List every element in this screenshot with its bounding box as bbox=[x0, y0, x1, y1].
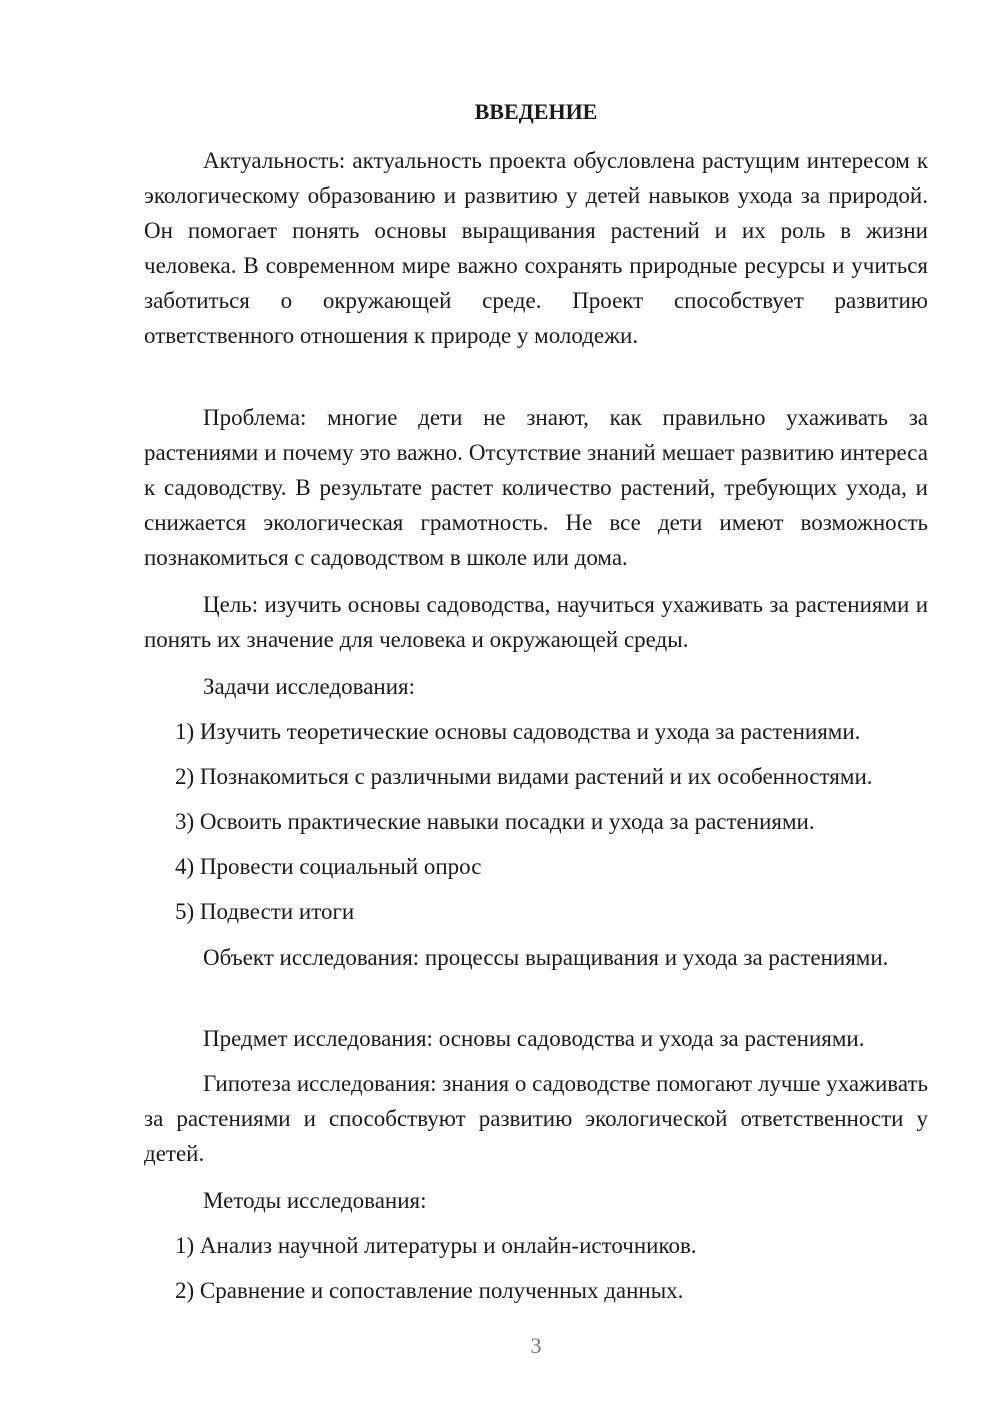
hypothesis-paragraph: Гипотеза исследования: знания о садоводстве помогают лучше ухаживать за растениями и способствуют развитию экологической ответственности у детей. bbox=[144, 1071, 928, 1166]
list-item: 2) Познакомиться с различными видами растений и их особенностями. bbox=[175, 764, 873, 789]
page-number: 3 bbox=[530, 1333, 542, 1358]
list-item: 2) Сравнение и сопоставление полученных данных. bbox=[175, 1278, 684, 1303]
list-item: 5) Подвести итоги bbox=[175, 899, 355, 924]
object-paragraph: Объект исследования: процессы выращивания и ухода за растениями. bbox=[203, 945, 889, 970]
list-item: 1) Анализ научной литературы и онлайн-источников. bbox=[175, 1233, 697, 1258]
relevance-paragraph: Актуальность: актуальность проекта обусловлена растущим интересом к экологическому образованию и развитию у детей навыков ухода за природой. Он помогает понять основы выращивания растений и их роль в жизни человека. В современном мире важно сохранять природные ресурсы и учиться заботиться о окружающей среде. Проект способствует развитию ответственного отношения к природе у молодежи. bbox=[144, 148, 928, 348]
page-title: ВВЕДЕНИЕ bbox=[474, 99, 598, 124]
methods-heading: Методы исследования: bbox=[203, 1188, 427, 1213]
subject-paragraph: Предмет исследования: основы садоводства и ухода за растениями. bbox=[203, 1026, 865, 1051]
problem-paragraph: Проблема: многие дети не знают, как правильно ухаживать за растениями и почему это важно. Отсутствие знаний мешает развитию интереса к садоводству. В результате растет количество растений, требующих ухода, и снижается экологическая грамотность. Не все дети имеют возможность познакомиться с садоводством в школе или дома. bbox=[144, 405, 928, 570]
list-item: 4) Провести социальный опрос bbox=[175, 854, 482, 879]
tasks-heading: Задачи исследования: bbox=[203, 674, 416, 699]
list-item: 3) Освоить практические навыки посадки и ухода за растениями. bbox=[175, 809, 815, 834]
list-item: 1) Изучить теоретические основы садоводства и ухода за растениями. bbox=[175, 719, 861, 744]
goal-paragraph: Цель: изучить основы садоводства, научиться ухаживать за растениями и понять их значение для человека и окружающей среды. bbox=[144, 592, 928, 652]
